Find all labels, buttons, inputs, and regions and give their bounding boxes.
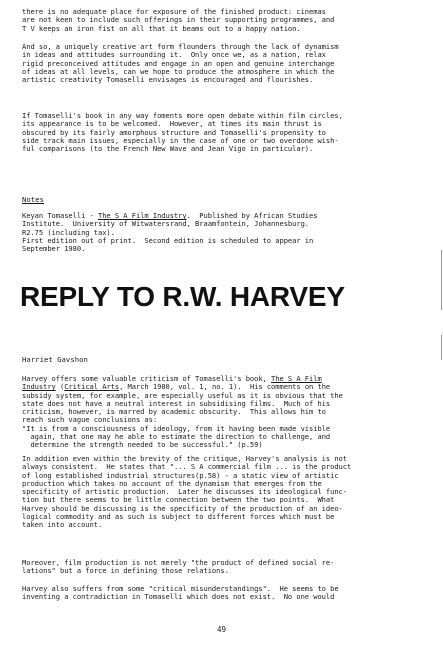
notes-reference bbox=[22, 212, 427, 253]
notes-book-title: The S A Film Industry bbox=[97, 211, 187, 220]
criticism-paren: ( bbox=[55, 382, 65, 392]
paragraph-art-form: And so, a uniquely creative art form flounders through the lack of dynamism in ideas and attitudes surrounding it. Only once we, as a nation, relax rigid preconceived attitudes and engage in an open and genuine interchange of ideas at all levels, can we hope to produce the atmosphere in which the artistic creativity Tomaselli envisages is encouraged and flourishes. bbox=[22, 42, 339, 85]
criticism-body: , March 1980, vol. 1, no. 1). His comments on the subsidy system, for example, are especially useful as it is obvious that the state does not have a neutral interest in subsidising films. Much of his criticism, however, is marred by academic obscurity. This allows him to reach such vague conclusions as: "It is from a consciousness of ideology, from it having been made visible again, that one may he able to estimate the direction to challenge, and determine the strength needed to be successful." (p.59) bbox=[22, 382, 343, 450]
cited-journal-title: Critical Arts bbox=[64, 382, 120, 392]
paragraph-criticism bbox=[22, 375, 427, 450]
paragraph-misunderstandings: Harvey also suffers from some "critical misunderstandings". He seems to be inventing a contradiction in Tomaselli which does not exist. No one would bbox=[22, 584, 339, 602]
paragraph-exposure: there is no adequate place for exposure of the finished product: cinemas are not keen to include such offerings in their supporting programmes, and T V keeps an iron fist on all that it beams out to a happy nation. bbox=[22, 7, 335, 33]
cited-book-title-part2: Industry bbox=[22, 382, 56, 392]
page-number: 49 bbox=[216, 625, 227, 634]
paragraph-consistency: In addition even within the brevity of the critique, Harvey's analysis is not always consistent. He states that "... S A commercial film ... is the product of long established industrial structures(p.58) - a static view of artistic production which takes no account of the dynamism that emerges from the specificity of artistic production. Later he discusses its ideological func- tion but there seems to be little connection between the two points. What Harvey should be discussing is the specificity of the production of an ideo- logical commodity and as such is subject to different forces which must be taken into account. bbox=[22, 454, 352, 530]
notes-publication-details: . Published by African Studies Institute. University of Witwatersrand, Braamfontein, Johannesburg. R2.75 (including tax). First edition out of print. Second edition is scheduled to appear in September 1980. bbox=[22, 211, 318, 254]
criticism-intro: Harvey offers some valuable criticism of Tomaselli's book, bbox=[22, 374, 272, 383]
cited-book-title-part1: The S A Film bbox=[271, 374, 322, 383]
article-title: REPLY TO R.W. HARVEY bbox=[20, 281, 345, 312]
scan-edge-mark bbox=[441, 335, 442, 360]
notes-author: Keyan Tomaselli - bbox=[22, 211, 98, 220]
notes-heading: Notes bbox=[22, 195, 44, 204]
scan-edge-mark bbox=[441, 250, 442, 310]
paragraph-film-production: Moreover, film production is not merely "the product of defined social re- lations" but a force in defining those relations. bbox=[22, 558, 335, 576]
article-author: Harriet Gavshon bbox=[22, 355, 88, 364]
paragraph-debate: If Tomaselli's book in any way foments more open debate within film circles, its appearance is to be welcomed. However, at times its main thrust is obscured by its fairly amorphous structure and Tomaselli's propensity to side track main issues, especially in the case of one or two overdone wish- ful comparisons (to the French New Wave and Jean Vigo in particular). bbox=[22, 111, 343, 154]
